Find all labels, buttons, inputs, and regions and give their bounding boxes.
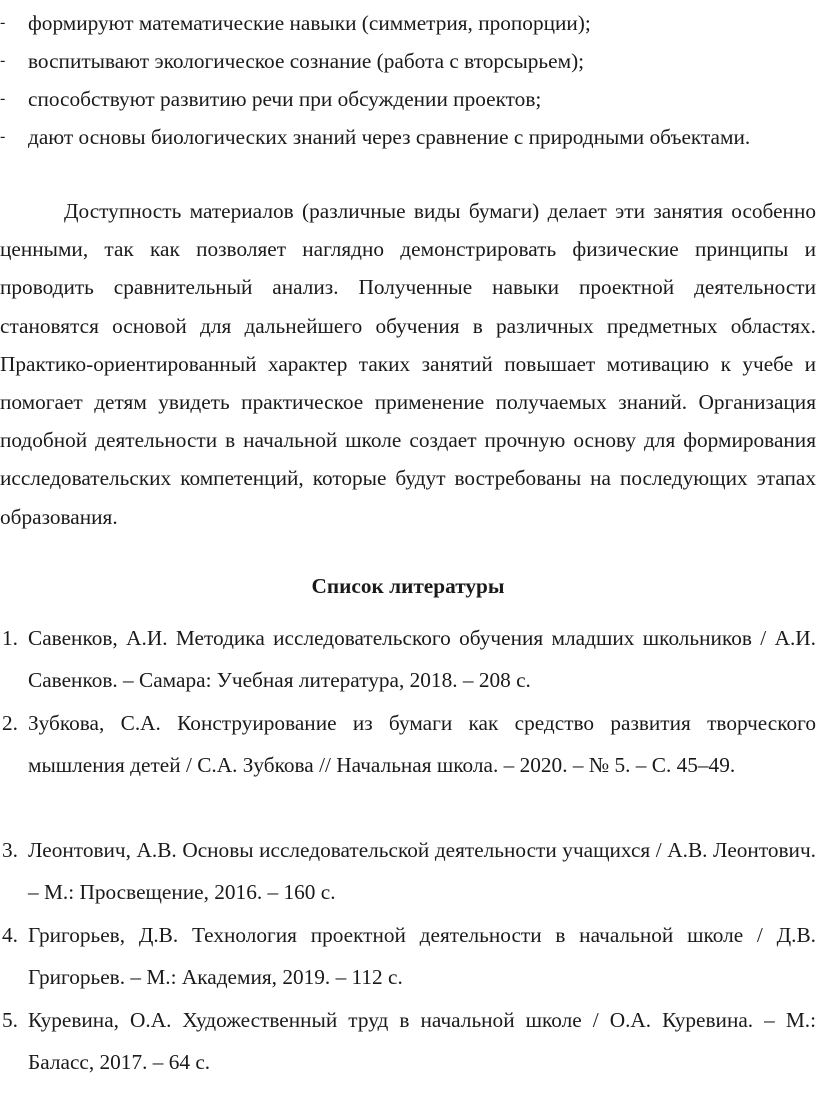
reference-number: 5. [2, 1008, 18, 1032]
reference-text: Леонтович, А.В. Основы исследовательской деятельности учащихся / А.В. Леонтович. – М.: Просвещение, 2016. – 160 с. [28, 838, 816, 904]
reference-text: Григорьев, Д.В. Технология проектной деятельности в начальной школе / Д.В. Григорьев. – М.: Академия, 2019. – 112 с. [28, 923, 816, 989]
bullet-text: дают основы биологических знаний через сравнение с природными объектами. [28, 125, 751, 149]
bullet-dash: - [0, 14, 6, 31]
bullet-dash: - [0, 128, 6, 145]
bullet-dash: - [0, 90, 6, 107]
reference-number: 3. [2, 838, 18, 862]
reference-number: 1. [2, 626, 18, 650]
reference-text: Савенков, А.И. Методика исследовательского обучения младших школьников / А.И. Савенков. – Самара: Учебная литература, 2018. – 208 с. [28, 626, 816, 692]
bullet-text: формируют математические навыки (симметрия, пропорции); [28, 11, 591, 35]
bullet-text: способствуют развитию речи при обсуждении проектов; [28, 87, 542, 111]
reference-text: Куревина, О.А. Художественный труд в начальной школе / О.А. Куревина. – М.: Баласс, 2017. – 64 с. [28, 1008, 816, 1074]
reference-number: 4. [2, 923, 18, 947]
reference-number: 2. [2, 711, 18, 735]
references-heading: Список литературы [311, 574, 505, 598]
bullet-text: воспитывают экологическое сознание (работа с вторсырьем); [28, 49, 585, 73]
body-paragraph: Доступность материалов (различные виды бумаги) делает эти занятия особенно ценными, так как позволяет наглядно демонстрировать физические принципы и проводить сравнительный анализ. Полученные навыки проектной деятельности становятся основой для дальнейшего обучения в различных предметных областях. Практико-ориентированный характер таких занятий повышает мотивацию к учебе и помогает детям увидеть практическое применение получаемых знаний. Организация подобной деятельности в начальной школе создает прочную основу для формирования исследовательских компетенций, которые будут востребованы на последующих этапах образования. [0, 199, 816, 529]
reference-text: Зубкова, С.А. Конструирование из бумаги как средство развития творческого мышления детей / С.А. Зубкова // Начальная школа. – 2020. – № 5. – С. 45–49. [28, 711, 816, 777]
bullet-dash: - [0, 52, 6, 69]
